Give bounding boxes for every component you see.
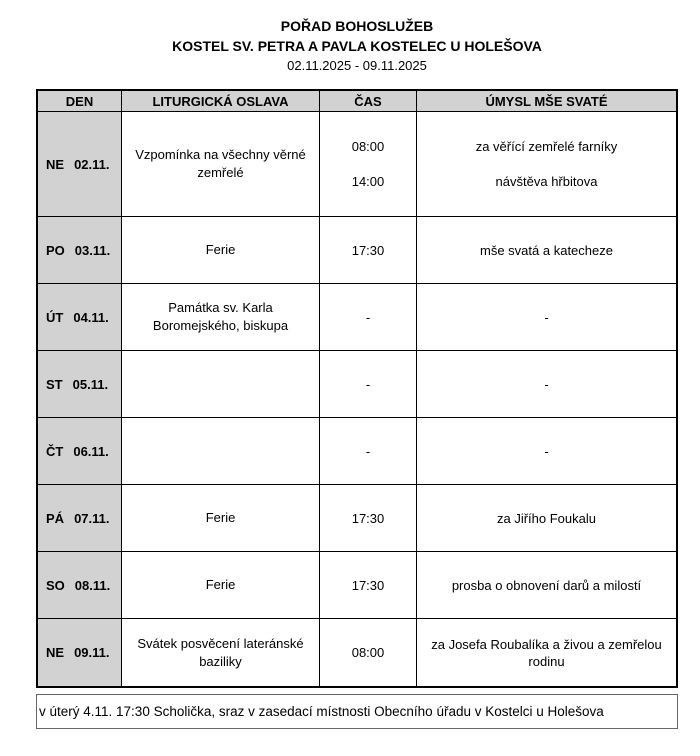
intention-value: za věřící zemřelé farníky	[475, 139, 618, 154]
celebration-text: Ferie	[205, 510, 236, 525]
time-value: 17:30	[351, 510, 385, 526]
intention-cell	[417, 284, 676, 350]
header-celebration: LITURGICKÁ OSLAVA	[122, 91, 320, 111]
time-cell	[320, 485, 417, 551]
intention-cell	[417, 418, 676, 484]
table-row	[38, 112, 676, 217]
celebration-cell	[122, 418, 320, 484]
day-cell	[38, 485, 122, 551]
time-value: -	[365, 443, 371, 459]
church-name: KOSTEL SV. PETRA A PAVLA KOSTELEC U HOLEŠOVA	[172, 38, 542, 54]
day-abbrev: ST	[46, 376, 63, 392]
intention-value: -	[544, 376, 549, 392]
time-value: -	[365, 309, 371, 325]
day-date: 08.11.	[74, 577, 111, 593]
table-row	[38, 351, 676, 418]
celebration-cell	[122, 351, 320, 417]
time-cell	[320, 351, 417, 417]
header-intention: ÚMYSL MŠE SVATÉ	[417, 91, 676, 111]
header-time: ČAS	[320, 91, 417, 111]
day-abbrev: SO	[46, 577, 65, 593]
intention-cell	[417, 351, 676, 417]
time-cell	[320, 619, 417, 686]
day-cell	[38, 552, 122, 618]
celebration-cell	[122, 284, 320, 350]
time-cell	[320, 217, 417, 283]
intention-value: prosba o obnovení darů a milostí	[451, 577, 642, 593]
intention-value: za Josefa Roubalíka a živou a zemřelou rodinu	[431, 636, 662, 669]
day-date: 07.11.	[74, 510, 110, 526]
time-value: 08:00	[351, 645, 385, 660]
intention-value: -	[544, 309, 549, 325]
day-abbrev: PÁ	[46, 510, 65, 526]
intention-value: za Jiřího Foukalu	[497, 510, 596, 526]
intention-cell	[417, 112, 676, 216]
document-header	[36, 16, 678, 76]
intention-value: mše svatá a katecheze	[480, 242, 613, 258]
table-row	[38, 619, 676, 686]
time-cell	[320, 284, 417, 350]
table-row	[38, 485, 676, 552]
day-date: 09.11.	[74, 645, 110, 660]
celebration-cell	[122, 217, 320, 283]
day-abbrev: ÚT	[46, 309, 64, 325]
table-row	[38, 217, 676, 284]
day-abbrev: PO	[46, 242, 65, 258]
intention-cell	[417, 552, 676, 618]
celebration-text: Ferie	[205, 242, 236, 257]
schedule-table	[36, 89, 678, 688]
day-cell	[38, 351, 122, 417]
celebration-cell	[122, 485, 320, 551]
celebration-text: Svátek posvěcení lateránské baziliky	[137, 635, 304, 669]
day-date: 05.11.	[72, 376, 109, 392]
date-range: 02.11.2025 - 09.11.2025	[287, 58, 427, 73]
day-cell	[38, 284, 122, 350]
day-cell	[38, 112, 122, 216]
day-date: 04.11.	[73, 309, 109, 325]
header-day: DEN	[38, 91, 122, 111]
time-value: 08:00	[351, 139, 385, 154]
time-value: 17:30	[351, 577, 385, 593]
celebration-text: Ferie	[205, 577, 236, 592]
celebration-cell	[122, 552, 320, 618]
celebration-text: Vzpomínka na všechny věrné zemřelé	[135, 147, 306, 180]
day-abbrev: NE	[46, 645, 65, 660]
day-date: 02.11.	[74, 156, 110, 172]
day-abbrev: NE	[46, 156, 65, 172]
day-abbrev: ČT	[46, 443, 64, 459]
time-cell	[320, 112, 417, 216]
table-header-row	[38, 91, 676, 112]
time-value: 14:00	[351, 174, 385, 189]
intention-value: návštěva hřbitova	[495, 174, 598, 189]
footer-note: v úterý 4.11. 17:30 Scholička, sraz v zasedací místnosti Obecního úřadu v Kostelci u Holešova	[36, 694, 678, 729]
celebration-text: Památka sv. Karla Boromejského, biskupa	[152, 300, 289, 333]
time-cell	[320, 418, 417, 484]
celebration-cell	[122, 619, 320, 686]
intention-cell	[417, 619, 676, 686]
intention-cell	[417, 485, 676, 551]
day-cell	[38, 619, 122, 686]
table-row	[38, 418, 676, 485]
time-value: -	[365, 376, 371, 392]
table-row	[38, 552, 676, 619]
day-cell	[38, 418, 122, 484]
time-cell	[320, 552, 417, 618]
intention-value: -	[544, 443, 549, 459]
day-cell	[38, 217, 122, 283]
time-value: 17:30	[351, 242, 385, 258]
intention-cell	[417, 217, 676, 283]
day-date: 06.11.	[73, 443, 109, 459]
page-title: POŘAD BOHOSLUŽEB	[280, 18, 434, 34]
table-row	[38, 284, 676, 351]
day-date: 03.11.	[74, 242, 111, 258]
celebration-cell	[122, 112, 320, 216]
